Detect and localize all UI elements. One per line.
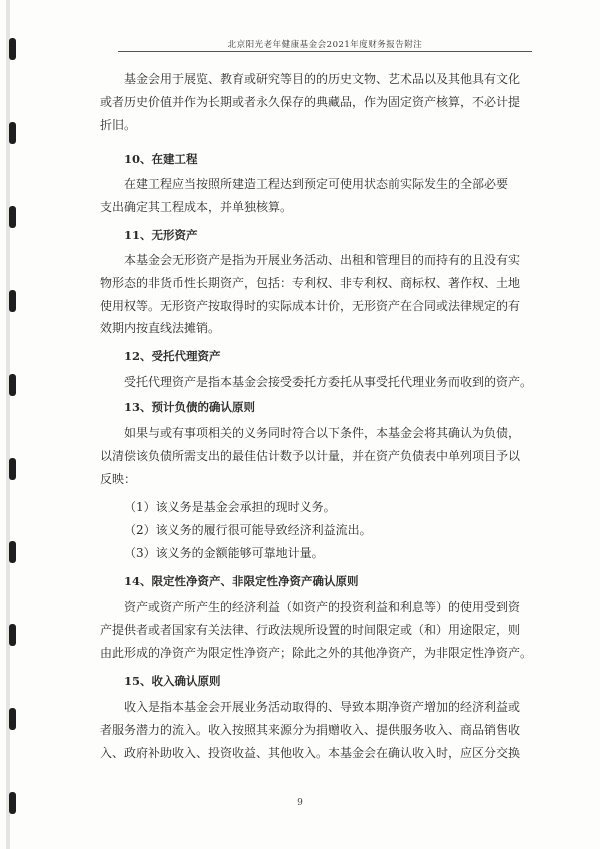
text-line: 产提供者或者国家有关法律、行政法规所设置的时间限定或（和）用途限定，则: [100, 622, 521, 637]
binding-hole: [9, 290, 16, 312]
paragraph-estimated-liabilities: [100, 422, 532, 490]
heading-entrusted-assets: [100, 345, 532, 368]
paragraph-fixed-assets-cultural: [100, 68, 532, 136]
text-line: 者服务潜力的流入。收入按照其来源分为捐赠收入、提供服务收入、商品销售收: [100, 722, 521, 737]
text-line: 或者历史价值并作为长期或者永久保存的典藏品，作为固定资产核算，不必计提: [100, 94, 521, 109]
paragraph-restricted-net-assets: [100, 596, 532, 664]
text-line: 在建工程应当按照所建造工程达到预定可使用状态前实际发生的全部必要: [124, 177, 509, 191]
section-heading: 14、限定性净资产、非限定性净资产确认原则: [124, 574, 359, 588]
binding-hole: [9, 122, 16, 144]
binding-hole: [9, 458, 16, 480]
paragraph-construction-in-progress: [100, 173, 532, 219]
heading-construction-in-progress: [100, 148, 532, 171]
binding-hole: [9, 374, 16, 396]
text-line: 由此形成的净资产为限定性净资产；除此之外的其他净资产，为非限定性净资产。: [100, 645, 532, 660]
header-rule: [118, 51, 532, 52]
list-item: （1）该义务是基金会承担的现时义务。: [124, 500, 336, 514]
heading-restricted-net-assets: [100, 570, 532, 593]
page-number: 9: [297, 798, 303, 808]
conditions-list: [100, 496, 532, 564]
text-line: 使用权等。无形资产按取得时的实际成本计价，无形资产在合同或法律规定的有: [100, 298, 521, 313]
section-heading: 15、收入确认原则: [124, 674, 221, 688]
text-line: 物形态的非货币性长期资产，包括：专利权、非专利权、商标权、著作权、土地: [100, 275, 521, 290]
binding-hole: [9, 206, 16, 228]
binding-hole: [9, 38, 16, 60]
list-item: （3）该义务的金额能够可靠地计量。: [124, 545, 324, 560]
section-heading: 11、无形资产: [124, 228, 198, 242]
text-line: 支出确定其工程成本，并单独核算。: [100, 199, 293, 214]
text-line: 资产或资产所产生的经济利益（如资产的投资利益和利息等）的使用受到资: [124, 600, 521, 614]
text-line: 收入是指本基金会开展业务活动取得的、导致本期净资产增加的经济利益或: [124, 700, 521, 714]
paragraph-revenue-recognition: [100, 696, 532, 764]
section-heading: 10、在建工程: [124, 152, 198, 166]
section-heading: 12、受托代理资产: [124, 349, 221, 363]
text-line: 入、政府补助收入、投资收益、其他收入。本基金会在确认收入时，应区分交换: [100, 745, 521, 760]
heading-intangible-assets: [100, 224, 532, 247]
paragraph-intangible-assets: [100, 249, 532, 340]
text-line: 受托代理资产是指本基金会接受委托方委托从事受托代理业务而收到的资产。: [124, 375, 532, 389]
binding-hole: [9, 541, 16, 563]
text-line: 折旧。: [100, 117, 137, 132]
list-item: （2）该义务的履行很可能导致经济利益流出。: [124, 522, 372, 537]
binding-hole: [9, 708, 16, 730]
text-line: 如果与或有事项相关的义务同时符合以下条件，本基金会将其确认为负债，: [124, 426, 521, 440]
text-line: 效期内按直线法摊销。: [100, 321, 221, 336]
text-line: 本基金会无形资产是指为开展业务活动、出租和管理目的而持有的且没有实: [124, 253, 521, 267]
text-line: 以清偿该负债所需支出的最佳估计数予以计量，并在资产负债表中单列项目予以: [100, 448, 521, 463]
heading-revenue-recognition: [100, 670, 532, 693]
text-line: 基金会用于展览、教育或研究等目的的历史文物、艺术品以及其他具有文化: [124, 72, 521, 86]
section-heading: 13、预计负债的确认原则: [124, 400, 256, 414]
heading-estimated-liabilities: [100, 396, 532, 419]
running-header: 北京阳光老年健康基金会2021年度财务报告附注: [227, 40, 423, 50]
binding-hole: [9, 624, 16, 646]
paragraph-entrusted-assets: [100, 371, 532, 394]
text-line: 反映：: [100, 471, 137, 486]
